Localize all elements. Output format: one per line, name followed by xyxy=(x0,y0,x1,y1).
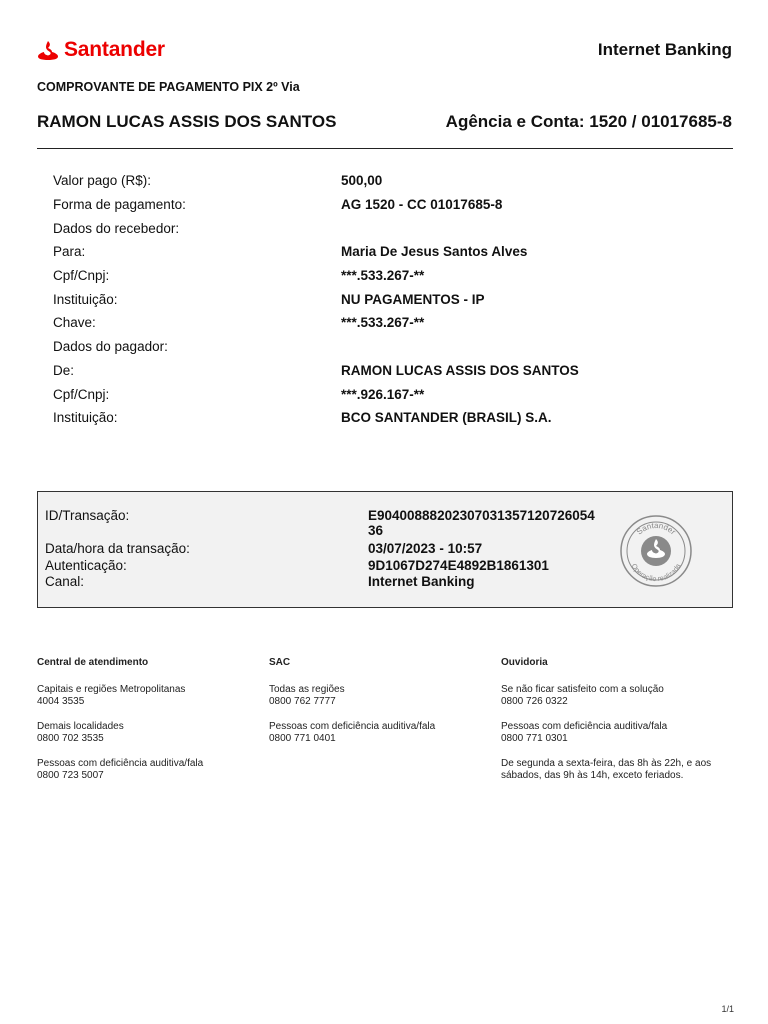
brand-name: Santander xyxy=(64,38,165,61)
footer-text: Pessoas com deficiência auditiva/fala xyxy=(501,721,668,732)
footer-block xyxy=(501,684,731,708)
santander-logo xyxy=(38,38,165,62)
detail-label: Instituição: xyxy=(53,410,118,425)
detail-label: Para: xyxy=(53,244,86,259)
footer-heading: SAC xyxy=(269,657,291,668)
footer-text: sábados, das 9h às 14h, exceto feriados. xyxy=(501,770,684,781)
detail-row xyxy=(53,173,653,193)
detail-label: Valor pago (R$): xyxy=(53,173,152,188)
detail-value: ***.533.267-** xyxy=(341,268,425,283)
detail-row xyxy=(53,315,653,335)
footer-text: Todas as regiões xyxy=(269,684,345,695)
detail-value: ***.926.167-** xyxy=(341,387,425,402)
channel-label: Canal: xyxy=(45,574,85,589)
detail-label: Chave: xyxy=(53,315,96,330)
detail-row xyxy=(53,197,653,217)
detail-label: Dados do recebedor: xyxy=(53,221,180,236)
footer-text: Pessoas com deficiência auditiva/fala xyxy=(37,758,204,769)
footer-phone: 0800 771 0301 xyxy=(501,733,568,744)
footer-block xyxy=(37,684,267,708)
footer-text: Capitais e regiões Metropolitanas xyxy=(37,684,186,695)
footer-phone: 4004 3535 xyxy=(37,696,85,707)
app-title: Internet Banking xyxy=(597,40,732,59)
footer-block xyxy=(37,758,267,782)
footer-phone: 0800 762 7777 xyxy=(269,696,336,707)
authentication-label: Autenticação: xyxy=(45,558,127,573)
footer-heading: Central de atendimento xyxy=(37,657,149,668)
footer-block xyxy=(501,721,731,745)
detail-value: BCO SANTANDER (BRASIL) S.A. xyxy=(341,410,552,425)
footer-phone: 0800 723 5007 xyxy=(37,770,104,781)
transaction-id-value: E9040088820230703135712072605436 xyxy=(368,508,595,538)
flame-icon xyxy=(38,40,58,60)
footer-phone: 0800 702 3535 xyxy=(37,733,104,744)
footer-text: Se não ficar satisfeito com a solução xyxy=(501,684,664,695)
account-holder-name: RAMON LUCAS ASSIS DOS SANTOS xyxy=(37,112,337,131)
detail-label: Cpf/Cnpj: xyxy=(53,387,110,402)
detail-value: AG 1520 - CC 01017685-8 xyxy=(341,197,503,212)
detail-row xyxy=(53,268,653,288)
detail-row xyxy=(53,387,653,407)
detail-value: NU PAGAMENTOS - IP xyxy=(341,292,485,307)
transaction-id-label: ID/Transação: xyxy=(45,508,130,523)
footer-block xyxy=(269,721,499,745)
detail-row xyxy=(53,339,653,359)
channel-value: Internet Banking xyxy=(368,574,475,589)
detail-label: De: xyxy=(53,363,75,378)
detail-value: Maria De Jesus Santos Alves xyxy=(341,244,528,259)
svg-text:Santander xyxy=(635,521,678,537)
document-title: COMPROVANTE DE PAGAMENTO PIX 2º Via xyxy=(37,80,300,94)
header-divider xyxy=(37,148,733,149)
footer-block xyxy=(501,758,731,782)
detail-row xyxy=(53,244,653,264)
footer-ouvidoria xyxy=(501,657,731,795)
footer-text: Demais localidades xyxy=(37,721,124,732)
detail-value: RAMON LUCAS ASSIS DOS SANTOS xyxy=(341,363,579,378)
footer-central-atendimento xyxy=(37,657,267,795)
operation-seal-icon xyxy=(619,514,693,588)
footer-block xyxy=(269,684,499,708)
footer-phone: 0800 726 0322 xyxy=(501,696,568,707)
detail-label: Dados do pagador: xyxy=(53,339,168,354)
detail-row xyxy=(53,363,653,383)
authentication-value: 9D1067D274E4892B1861301 xyxy=(368,558,549,573)
detail-row xyxy=(53,221,653,241)
datetime-value: 03/07/2023 - 10:57 xyxy=(368,541,483,556)
detail-row xyxy=(53,292,653,312)
detail-label: Cpf/Cnpj: xyxy=(53,268,110,283)
footer-text: De segunda a sexta-feira, das 8h às 22h, e aos xyxy=(501,758,712,769)
footer-block xyxy=(37,721,267,745)
footer-phone: 0800 771 0401 xyxy=(269,733,336,744)
footer-sac xyxy=(269,657,499,758)
detail-label: Instituição: xyxy=(53,292,118,307)
footer-heading: Ouvidoria xyxy=(501,657,548,668)
transaction-box xyxy=(37,491,733,608)
seal-text-top: Santander xyxy=(634,520,678,537)
detail-label: Forma de pagamento: xyxy=(53,197,186,212)
seal-text-bottom: Operação realizada xyxy=(629,562,683,584)
account-info: Agência e Conta: 1520 / 01017685-8 xyxy=(445,112,732,131)
detail-value: ***.533.267-** xyxy=(341,315,425,330)
footer-text: Pessoas com deficiência auditiva/fala xyxy=(269,721,436,732)
detail-row xyxy=(53,410,653,430)
detail-value: 500,00 xyxy=(341,173,383,188)
page-number: 1/1 xyxy=(721,1004,734,1014)
datetime-label: Data/hora da transação: xyxy=(45,541,190,556)
